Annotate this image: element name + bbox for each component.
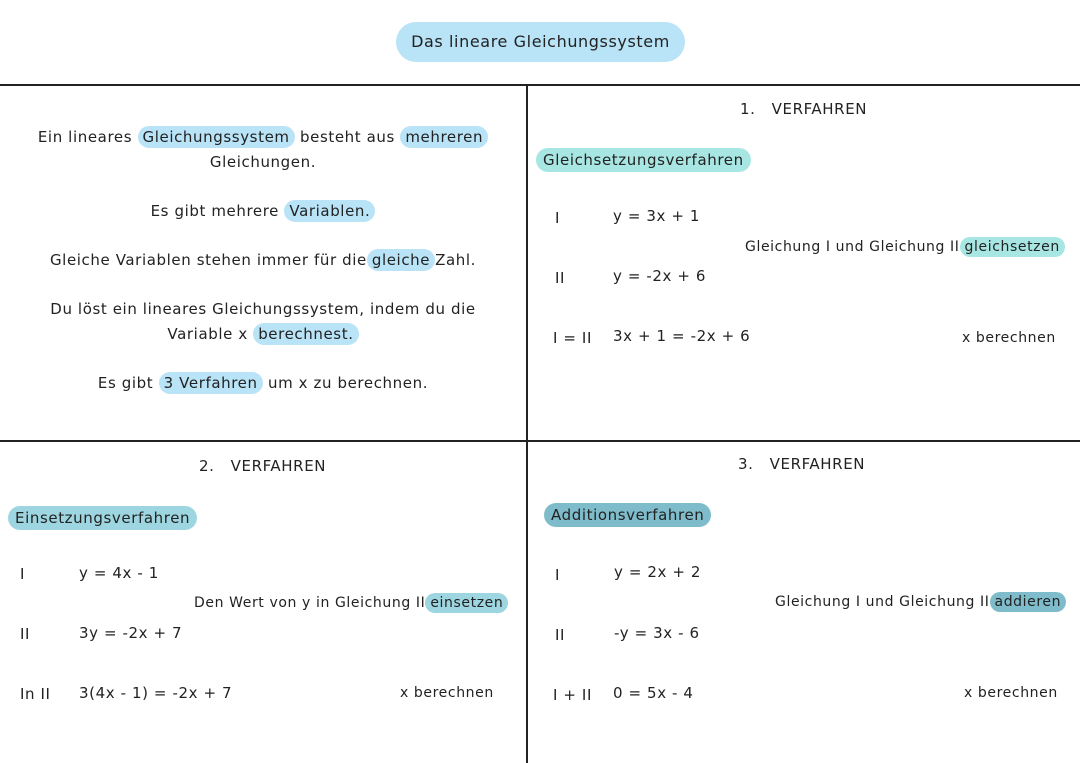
v3-row1-label: I bbox=[555, 566, 561, 584]
v1-row1-label: I bbox=[555, 209, 561, 227]
v3-method-label: Additionsverfahren bbox=[544, 503, 711, 527]
v2-row1-label: I bbox=[20, 565, 26, 583]
v3-row3-label: I + II bbox=[553, 686, 592, 704]
intro-line-2: Gleichungen. bbox=[209, 153, 317, 171]
v2-note: Den Wert von y in Gleichung II einsetzen bbox=[194, 595, 508, 611]
highlight-einsetzen: einsetzen bbox=[425, 593, 508, 613]
v3-row3-equation: 0 = 5x - 4 bbox=[613, 684, 694, 702]
v3-note: Gleichung I und Gleichung II addieren bbox=[775, 594, 1066, 610]
intro-line-5: Du löst ein lineares Gleichungssystem, indem du die bbox=[50, 300, 476, 318]
intro-line-6: Variable x berechnest. bbox=[0, 325, 526, 343]
v1-note: Gleichung I und Gleichung II gleichsetzen bbox=[745, 239, 1065, 255]
highlight-gleiche: gleiche bbox=[367, 249, 435, 271]
divider-vertical bbox=[526, 84, 528, 763]
v3-row2-equation: -y = 3x - 6 bbox=[614, 624, 700, 642]
v2-row3-label: In II bbox=[20, 685, 51, 703]
divider-top bbox=[0, 84, 1080, 86]
highlight-addieren: addieren bbox=[990, 592, 1067, 612]
v3-calc-note: x berechnen bbox=[964, 685, 1058, 701]
highlight-3-verfahren: 3 Verfahren bbox=[159, 372, 263, 394]
v2-heading: 2. VERFAHREN bbox=[199, 457, 327, 475]
highlight-mehreren: mehreren bbox=[400, 126, 488, 148]
v3-heading: 3. VERFAHREN bbox=[738, 455, 866, 473]
v2-row2-equation: 3y = -2x + 7 bbox=[79, 624, 183, 642]
v2-calc-note: x berechnen bbox=[400, 685, 494, 701]
v2-row3-equation: 3(4x - 1) = -2x + 7 bbox=[79, 684, 233, 702]
v1-row1-equation: y = 3x + 1 bbox=[613, 207, 701, 225]
v3-row2-label: II bbox=[555, 626, 566, 644]
intro-line-7: Es gibt 3 Verfahren um x zu berechnen. bbox=[97, 374, 429, 392]
v1-row3-equation: 3x + 1 = -2x + 6 bbox=[613, 327, 751, 345]
highlight-gleichungssystem: Gleichungssystem bbox=[138, 126, 295, 148]
v1-row2-equation: y = -2x + 6 bbox=[613, 267, 707, 285]
intro-line-3: Es gibt mehrere Variablen. bbox=[0, 202, 526, 220]
v1-heading: 1. VERFAHREN bbox=[740, 100, 868, 118]
v1-row2-label: II bbox=[555, 269, 566, 287]
highlight-gleichsetzen: gleichsetzen bbox=[960, 237, 1065, 257]
divider-middle bbox=[0, 440, 1080, 442]
v3-row1-equation: y = 2x + 2 bbox=[614, 563, 702, 581]
page-title: Das lineare Gleichungssystem bbox=[396, 22, 685, 62]
v2-method-label: Einsetzungsverfahren bbox=[8, 506, 197, 530]
highlight-berechnest: berechnest. bbox=[253, 323, 358, 345]
v1-method-label: Gleichsetzungsverfahren bbox=[536, 148, 751, 172]
v2-row1-equation: y = 4x - 1 bbox=[79, 564, 159, 582]
v1-row3-label: I = II bbox=[553, 329, 592, 347]
intro-line-1: Ein lineares Gleichungssystem besteht aus mehreren bbox=[0, 128, 526, 146]
highlight-variablen: Variablen. bbox=[284, 200, 375, 222]
v2-row2-label: II bbox=[20, 625, 31, 643]
intro-line-4: Gleiche Variablen stehen immer für die gleiche Zahl. bbox=[49, 251, 477, 269]
v1-calc-note: x berechnen bbox=[962, 330, 1056, 346]
